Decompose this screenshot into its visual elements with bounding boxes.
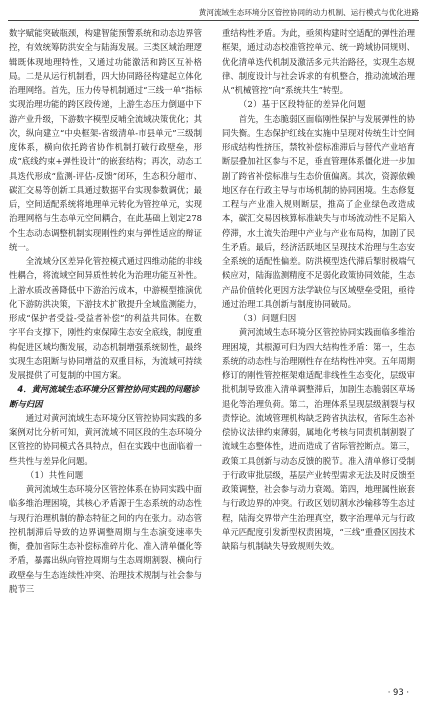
subsection-heading: （3）问题归因 (238, 313, 297, 323)
subsection-heading: （1）共性问题 (25, 469, 84, 480)
paragraph: 通过对黄河流域生态环境分区管控协同实践的多案例对比分析可知，黄河流域不同区段的生态环境分区管控的协同模式各具特点，但在实践中也面临着一些共性与差异化问题。 (9, 412, 202, 466)
left-column (9, 26, 202, 672)
paragraph: 首先，生态脆弱区面临刚性保护与发展弹性的协同失衡。生态保护红线在实施中呈现对传统生计空间形成结构性挤压，禁牧补偿标准滞后与替代产业培育断层叠加社区参与不足，垂直管理体系僵化进一步加剧了跨省补偿标准与生态价值偏离。其次，资源依赖地区存在行政主导与市场机制的协同困境。生态修复工程与产业准入规则断层，推高了企业绿色改造成本，碳汇交易因核算标准缺失与市场流动性不足陷入停滞，水土流失治理中产业与产业布局构，加剧了民生矛盾。最后，经济活跃地区呈现技术治理与生态安全系统的适配性偏差。防洪模型迭代滞后掣肘极端气候应对，陆海监测精度不足弱化政策协同效能，生态产品价值转化更因方法学缺位与区域壁垒受阻，亟待通过治理工具创新与制度协同破局。 (222, 113, 415, 309)
subsection-heading: （2）基于区段特征的差异化问题 (238, 99, 366, 110)
page-number: · 93 · (387, 687, 409, 697)
paragraph: 黄河流域生态环境分区管控体系在协同实践中面临多维治理困境，其核心矛盾源于生态系统的动态性与现行治理机制的静态特征之间的内在张力。动态管控机制滞后导致的边界调整周期与生态演变速率失衡，叠加省际生态补偿标准碎片化、准入清单僵化等矛盾，暴露出纵向管控周期与生态周期割裂、横向行政壁垒与生态连续性冲突、治理技术规制与社会参与脱节三 (9, 484, 202, 594)
section-heading: 4．黄河流域生态环境分区管控协同实践的问题诊断与归因 (9, 384, 200, 409)
running-header (8, 6, 419, 21)
running-title: 黄河流域生态环境分区管控协同的动力机制、运行模式与优化进路 (198, 8, 419, 17)
paragraph: 全流域分区差异化管控模式通过四维动能的非线性耦合，将流域空间异质性转化为治理功能互补性。上游水质改善降低中下游治污成本，中游模型推演优化下游防洪决策，下游技术扩散提升全域监测能力，形成“保护者受益-受益者补偿”的利益共同体。在数字平台支撑下，刚性约束保障生态安全底线，制度重构促进区域均衡发展，动态机制增强系统韧性，最终实现生态阻断与协同增益的双重目标，为流域可持续发展提供了可复制的中国方案。 (9, 256, 202, 380)
paragraph: 数字赋能突破瓶颈，构建智能预警系统和动态边界管控，有效统筹防洪安全与陆海发展。三类区域治理逻辑既体现地理特性，又通过功能激活和跨区互补格局。二是从运行机制看，四大协同路径构建起立体化治理网络。首先，压力传导机制通过“三线一单”指标实现治理功能的跨区段传递，上游生态压力倒逼中下游产业升级，下游数字模型反哺全流域决策优化；其次，纵向建立“中央框架-省级清单-市县单元”三级制度体系，横向依托跨省协作机制打破行政壁垒，形成“底线约束+弹性设计”的嵌套结构；再次，动态工具迭代形成“监测-评估-反馈”闭环，生态积分超市、碳汇交易等创新工具通过数据平台实现参数调优；最后，空间适配系统将地理单元转化为管控单元，实现治理网格与生态单元空间耦合，在此基础上划定278个生态动态调整机制实现刚性约束与弹性适应的辩证统一。 (9, 28, 202, 252)
paragraph: 黄河流域生态环境分区管控协同实践面临多维治理困境，其根源可归为四大结构性矛盾：第一，生态系统的动态性与治理刚性存在结构性冲突。五年周期修订的刚性管控框架难适配非线性生态变化，层级审批机制导致准入清单调整滞后，加剧生态脆弱区草场退化等治理负荷。第二，治理体系呈现层级割裂与权责悖论。流域管理机构缺乏跨省执法权，省际生态补偿协议法律约束薄弱，属地化考核与同责机制割裂了流域生态整体性，进而造成了省际管控断点。第三，政策工具创新与动态反馈的脱节。准入清单修订受制于行政审批层级，基层产业转型需求无法及时反馈至政策调整，社会参与动力衰竭。第四，地理属性嵌套与行政边界的冲突。行政区划切割水沙输移等生态过程，陆海交界带产生治理真空，数字治理单元与行政单元匹配度引发新型权责困境，“三线”重叠区因技术缺陷与机制缺失导致规则失效。 (222, 327, 415, 551)
paragraph: 重结构性矛盾。为此，亟须构建时空适配的弹性治理框架，通过动态校准管控单元、统一跨域协同规则、优化清单迭代机制及激活多元共治路径，实现生态规律、制度设计与社会诉求的有机整合，推动流域治理从“机械管控”向“系统共生”转型。 (222, 28, 415, 95)
right-column (222, 26, 415, 672)
